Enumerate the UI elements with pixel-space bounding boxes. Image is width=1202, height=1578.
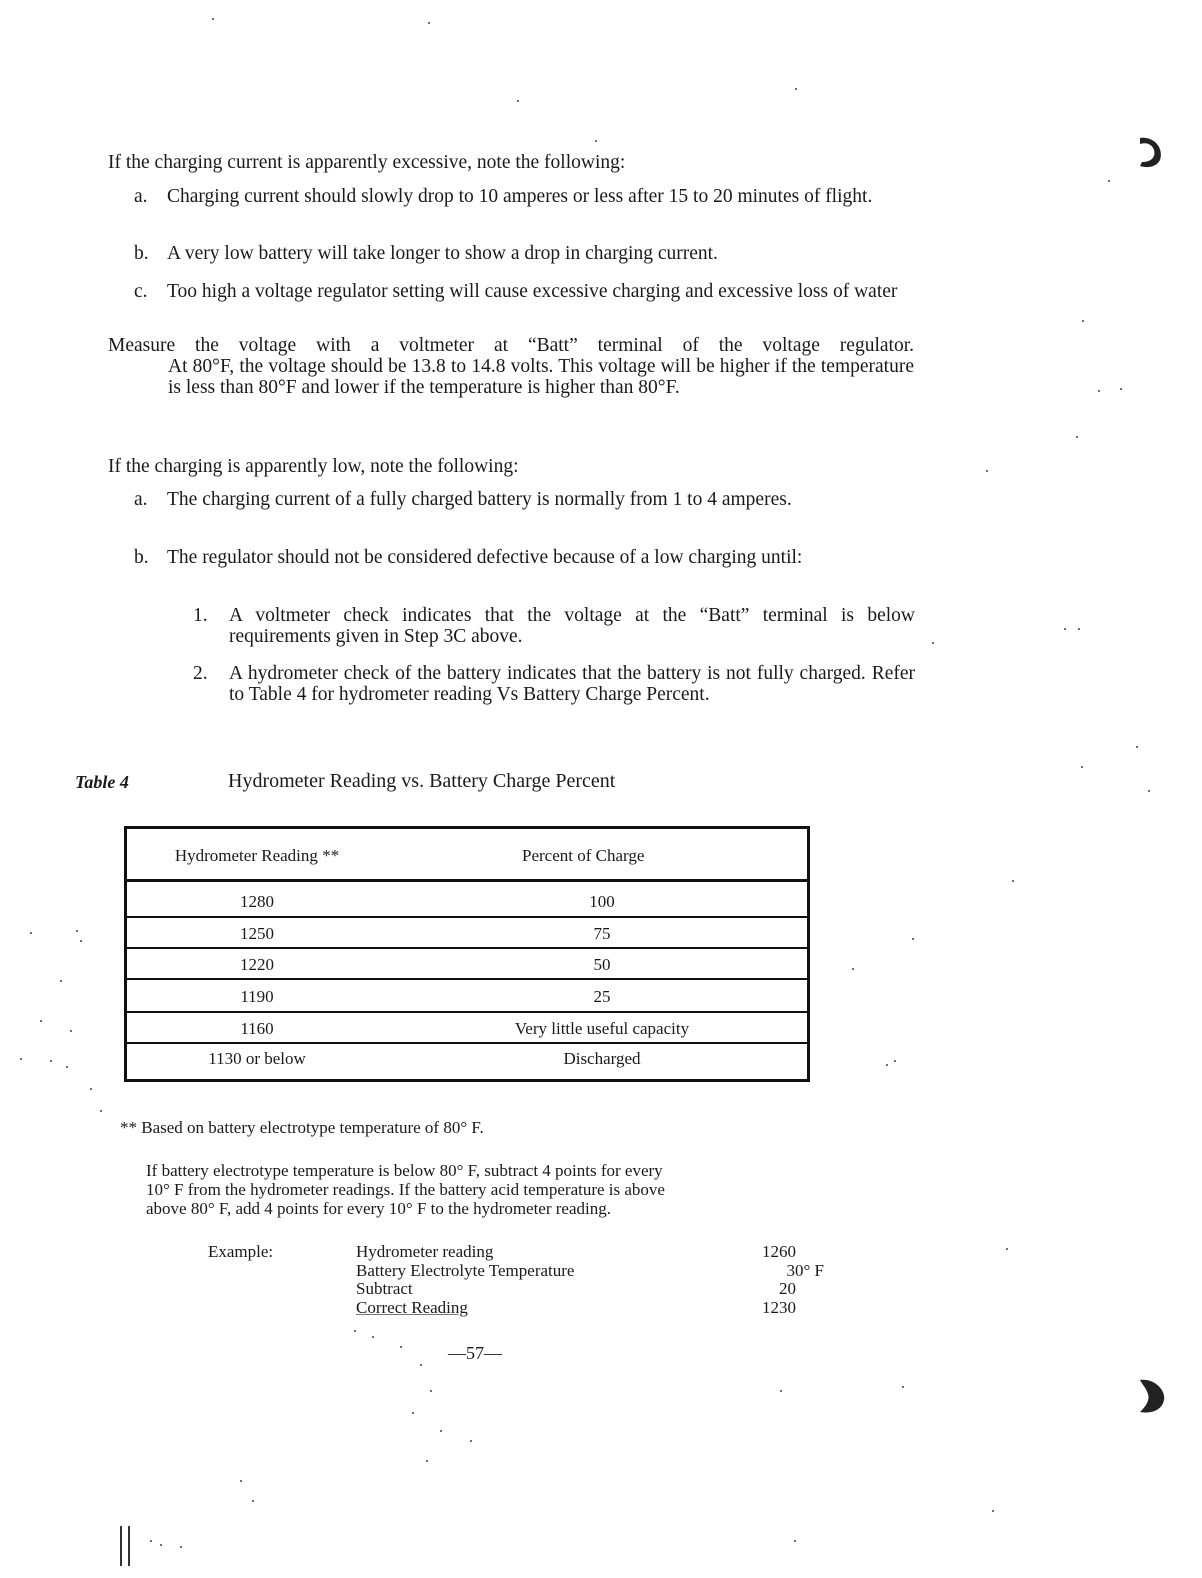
note-line: If battery electrotype temperature is below 80° F, subtract 4 points for every [146,1161,663,1180]
cell-reading: 1280 [240,892,274,911]
cell-percent: 50 [593,955,611,974]
example-value: 30° F [786,1261,824,1280]
cell-percent: 25 [593,987,611,1006]
sub-item-text: A voltmeter check indicates that the voltage at the “Batt” terminal is below requirements given in Step 3C above. [229,605,915,647]
column-header: Percent of Charge [522,846,645,865]
item-label: a. [134,186,148,207]
cell-reading: 1190 [240,987,274,1006]
binder-hole-mark-bottom [1136,1376,1166,1416]
example-value: 1260 [762,1242,796,1261]
cell-reading: 1220 [240,955,274,974]
sub-list-item [193,605,915,649]
cell-reading: 1250 [240,924,274,943]
example-item: Subtract [356,1279,413,1298]
table-row [127,918,807,949]
example-item: Hydrometer reading [356,1242,494,1261]
cell-reading: 1130 or below [208,1049,306,1068]
table-row [127,1044,807,1080]
page-number: —57— [448,1343,502,1363]
item-text: Too high a voltage regulator setting will cause excessive charging and excessive loss of water [167,281,898,302]
section-high-intro: If the charging current is apparently excessive, note the following: [108,152,626,173]
measure-rest: At 80°F, the voltage should be 13.8 to 14.8 volts. This voltage will be higher if the temperature is less than 80°F and lower if the temperature is higher than 80°F. [168,356,914,398]
sub-item-label: 2. [193,663,208,684]
table-row [127,949,807,980]
sub-list-item [193,663,915,729]
table-title: Hydrometer Reading vs. Battery Charge Percent [228,770,616,792]
cell-percent: Discharged [563,1049,641,1068]
list-item [134,547,924,591]
list-item [134,186,924,230]
item-text: The charging current of a fully charged battery is normally from 1 to 4 amperes. [167,489,792,510]
item-text: Charging current should slowly drop to 10 amperes or less after 15 to 20 minutes of flight. [167,186,873,207]
cell-reading: 1160 [240,1019,274,1038]
list-item [134,281,924,325]
example-label: Example: [208,1242,274,1261]
note-line: above 80° F, add 4 points for every 10° F to the hydrometer reading. [146,1199,611,1218]
column-header: Hydrometer Reading ** [174,846,340,865]
table-row [127,980,807,1013]
item-text: The regulator should not be considered defective because of a low charging until: [167,547,803,568]
sub-item-label: 1. [193,605,208,626]
scan-artifact [120,1526,130,1566]
measure-line1: Measure the voltage with a voltmeter at “Batt” terminal of the voltage regulator. [108,335,914,356]
item-label: b. [134,243,149,264]
measure-paragraph [108,335,914,398]
table-label: Table 4 [75,772,129,792]
item-label: b. [134,547,149,568]
list-item [134,243,924,265]
hydrometer-table [124,826,810,1082]
sub-item-text: A hydrometer check of the battery indicates that the battery is not fully charged. Refer to Table 4 for hydrometer reading Vs Battery Charge Percent. [229,663,915,705]
binder-hole-mark-top [1134,134,1164,170]
table-header-row [127,829,807,882]
example-value: 20 [779,1279,796,1298]
note-line: 10° F from the hydrometer readings. If the battery acid temperature is above [146,1180,665,1199]
item-label: c. [134,281,148,302]
list-item [134,489,924,533]
example-item: Battery Electrolyte Temperature [356,1261,575,1280]
item-label: a. [134,489,148,510]
cell-percent: Very little useful capacity [514,1019,690,1038]
example-value: 1230 [762,1298,796,1317]
footnote: ** Based on battery electrotype temperature of 80° F. [120,1118,484,1137]
cell-percent: 75 [593,924,611,943]
item-text: A very low battery will take longer to show a drop in charging current. [167,243,718,264]
cell-percent: 100 [589,892,615,911]
table-row [127,1013,807,1044]
section-low-intro: If the charging is apparently low, note the following: [108,456,519,477]
table-row [127,882,807,918]
example-item: Correct Reading [356,1298,468,1317]
